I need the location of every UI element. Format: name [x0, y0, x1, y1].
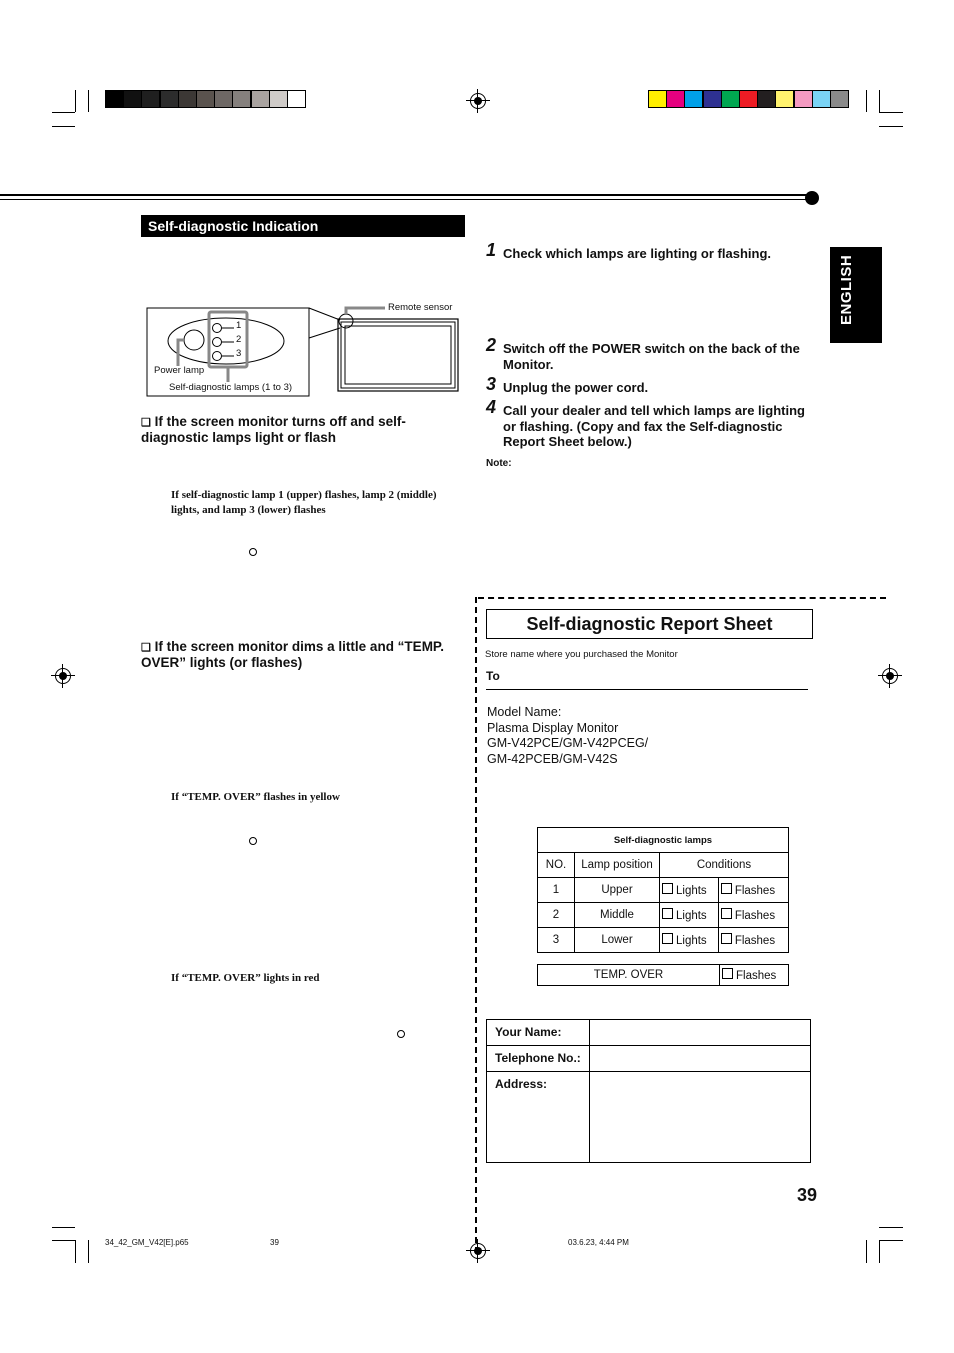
name-field[interactable]: [590, 1020, 811, 1046]
model-line: Plasma Display Monitor: [487, 720, 619, 735]
calibration-swatch: [648, 90, 667, 108]
to-line: [486, 689, 808, 690]
table-row: 1 Upper Lights Flashes: [538, 878, 789, 903]
calibration-swatch: [703, 90, 722, 108]
circle-mark: [249, 837, 257, 845]
self-diagnostic-lamps-label: Self-diagnostic lamps (1 to 3): [169, 382, 293, 393]
case1-detail: If self-diagnostic lamp 1 (upper) flashes, lamp 2 (middle) lights, and lamp 3 (lower) flashes: [171, 489, 437, 516]
case2-yellow: If “TEMP. OVER” flashes in yellow: [171, 791, 340, 803]
store-hint: Store name where you purchased the Monitor: [485, 649, 678, 660]
phone-field[interactable]: [590, 1046, 811, 1072]
crop-mark: [52, 126, 75, 127]
page-number: 39: [797, 1185, 818, 1205]
checkbox-bullet-icon: ❑: [141, 417, 151, 429]
checkbox-bullet-icon: ❑: [141, 642, 151, 654]
case2-heading: ❑ If the screen monitor dims a little and “TEMP. OVER” lights (or flashes): [141, 639, 444, 670]
section-title: Self-diagnostic Indication: [141, 215, 465, 237]
phone-label: Telephone No.:: [487, 1046, 590, 1072]
calibration-swatch: [775, 90, 794, 108]
crop-mark: [75, 90, 76, 112]
calibration-swatch: [684, 90, 703, 108]
table-row: 3 Lower Lights Flashes: [538, 928, 789, 953]
calibration-swatch: [812, 90, 831, 108]
lamps-table-title: Self-diagnostic lamps: [538, 828, 789, 853]
calibration-swatch: [232, 90, 251, 108]
lights-checkbox[interactable]: [662, 933, 673, 944]
cut-line-vertical: [475, 597, 477, 1253]
flashes-checkbox[interactable]: [721, 933, 732, 944]
crop-mark: [879, 126, 903, 127]
footer-timestamp: 03.6.23, 4:44 PM: [568, 1238, 629, 1247]
header-no: NO.: [538, 853, 575, 878]
form-row: [487, 1046, 811, 1072]
language-tab: [830, 247, 882, 343]
circle-mark: [397, 1030, 405, 1038]
lamp-number: 1: [236, 320, 242, 331]
calibration-swatch: [123, 90, 142, 108]
calibration-swatch: [214, 90, 233, 108]
registration-mark-icon: [470, 1243, 486, 1259]
lights-checkbox[interactable]: [662, 908, 673, 919]
calibration-swatch: [830, 90, 849, 108]
crop-mark: [88, 90, 89, 112]
power-lamp-label: Power lamp: [154, 365, 205, 376]
calibration-swatch: [739, 90, 758, 108]
cut-line-horizontal: [478, 597, 886, 599]
calibration-swatch: [794, 90, 813, 108]
calibration-swatch: [105, 90, 124, 108]
calibration-swatch: [721, 90, 740, 108]
circle-mark: [249, 548, 257, 556]
case1-heading: ❑ If the screen monitor turns off and self-diagnostic lamps light or flash: [141, 414, 406, 445]
calibration-swatch: [757, 90, 776, 108]
model-block: [487, 705, 648, 767]
table-row: 2 Middle Lights Flashes: [538, 903, 789, 928]
calibration-swatch: [666, 90, 685, 108]
registration-mark-icon: [55, 668, 71, 684]
calibration-swatch: [160, 90, 179, 108]
crop-mark: [879, 1240, 880, 1263]
remote-sensor-label: Remote sensor: [388, 302, 453, 313]
to-label: To: [486, 669, 500, 683]
address-field[interactable]: [590, 1072, 811, 1163]
lamps-table: [537, 827, 789, 953]
crop-mark: [88, 1240, 89, 1263]
header-position: Lamp position: [575, 853, 660, 878]
footer-file-page: 39: [270, 1238, 279, 1247]
table-row: TEMP. OVER Flashes: [538, 965, 789, 986]
crop-mark: [879, 1240, 903, 1241]
calibration-swatch: [269, 90, 288, 108]
crop-mark: [866, 1240, 867, 1263]
model-line: GM-42PCEB/GM-V42S: [487, 751, 618, 766]
lamp-number: 3: [236, 348, 242, 359]
registration-mark-icon: [882, 668, 898, 684]
flashes-checkbox[interactable]: [721, 908, 732, 919]
crop-mark: [52, 1240, 75, 1241]
flashes-checkbox[interactable]: [722, 968, 733, 979]
report-title: Self-diagnostic Report Sheet: [486, 609, 813, 639]
header-conditions: Conditions: [660, 853, 789, 878]
top-rule: [0, 199, 810, 200]
crop-mark: [75, 1240, 76, 1263]
contact-form: [486, 1019, 811, 1163]
crop-mark: [52, 1227, 75, 1228]
registration-mark-icon: [470, 93, 486, 109]
case2-red: If “TEMP. OVER” lights in red: [171, 972, 320, 984]
crop-mark: [52, 112, 75, 113]
name-label: Your Name:: [487, 1020, 590, 1046]
calibration-swatch: [196, 90, 215, 108]
calibration-swatch: [178, 90, 197, 108]
lamp-number: 2: [236, 334, 242, 345]
form-row: [487, 1072, 811, 1163]
language-tab-label: ENGLISH: [838, 254, 855, 325]
crop-mark: [879, 1227, 903, 1228]
calibration-swatch: [141, 90, 160, 108]
address-label: Address:: [487, 1072, 590, 1163]
calibration-swatch: [287, 90, 306, 108]
crop-mark: [879, 90, 880, 112]
lights-checkbox[interactable]: [662, 883, 673, 894]
model-line: GM-V42PCE/GM-V42PCEG/: [487, 736, 649, 750]
crop-mark: [866, 90, 867, 112]
rule-end-dot: [805, 191, 819, 205]
crop-mark: [879, 112, 903, 113]
calibration-swatch: [251, 90, 270, 108]
table-title-row: [538, 828, 789, 853]
model-label: Model Name:: [487, 705, 562, 719]
top-rule: [0, 194, 810, 196]
form-row: [487, 1020, 811, 1046]
flashes-checkbox[interactable]: [721, 883, 732, 894]
monitor-diagram: [140, 300, 470, 400]
note-label: Note:: [486, 458, 512, 469]
footer-file-name: 34_42_GM_V42[E].p65: [105, 1238, 189, 1247]
temp-over-label: TEMP. OVER: [538, 965, 720, 986]
table-header-row: [538, 853, 789, 878]
temp-over-table: [537, 964, 789, 986]
